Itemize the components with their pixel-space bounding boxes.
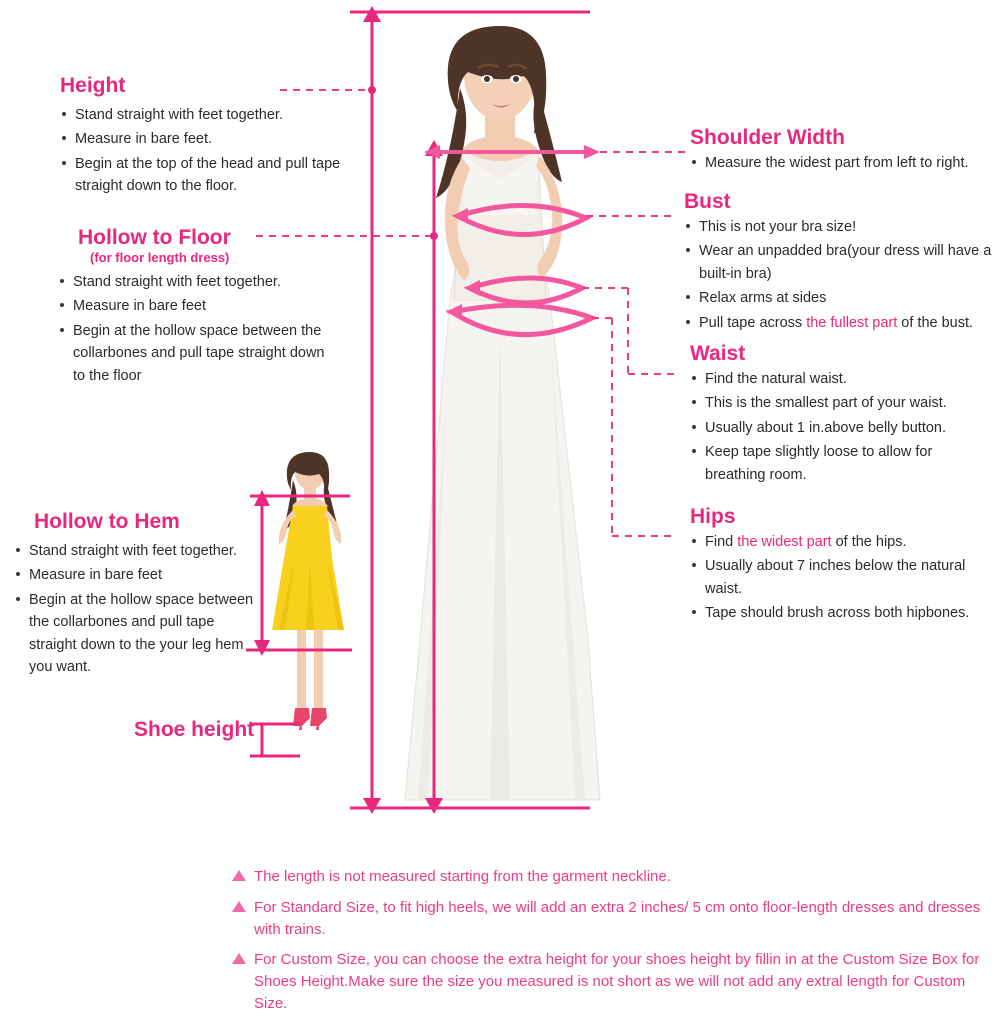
list-item: Begin at the hollow space between the collarbones and pull tape straight down to the floor: [58, 320, 340, 387]
section-hollow-to-floor-list: [40, 271, 340, 387]
section-shoulder-width-list: [690, 152, 995, 174]
list-item: Usually about 7 inches below the natural waist.: [690, 555, 990, 600]
section-shoulder-width: [690, 126, 995, 176]
section-height-list: [60, 104, 360, 198]
list-item: Measure in bare feet.: [60, 128, 360, 150]
section-height-heading: Height: [60, 74, 126, 97]
list-item: Stand straight with feet together.: [58, 271, 340, 293]
section-waist: [690, 342, 990, 488]
list-item: Tape should brush across both hipbones.: [690, 602, 990, 624]
section-bust-heading: Bust: [684, 190, 731, 213]
list-item: Stand straight with feet together.: [60, 104, 360, 126]
section-waist-list: [690, 368, 990, 486]
footer-notes: [232, 866, 992, 1024]
section-hollow-to-hem: [14, 510, 264, 681]
footer-note: For Standard Size, to fit high heels, we will add an extra 2 inches/ 5 cm onto floor-length dresses and dresses with trains.: [232, 897, 992, 941]
section-hollow-to-hem-heading: Hollow to Hem: [34, 510, 180, 533]
list-item: Wear an unpadded bra(your dress will have a built-in bra): [684, 240, 994, 285]
footer-note: For Custom Size, you can choose the extra height for your shoes height by fillin in at the Custom Size Box for Shoes Height.Make sure the size you measured is not short as we will not add any extral length for Custom Size.: [232, 949, 992, 1014]
section-hips-list: [690, 531, 990, 625]
section-height: [60, 74, 360, 200]
hips-highlight: the widest part: [737, 534, 832, 550]
footer-note: The length is not measured starting from the garment neckline.: [232, 866, 992, 888]
list-item: Begin at the top of the head and pull tape straight down to the floor.: [60, 153, 360, 198]
section-hips-heading: Hips: [690, 505, 736, 528]
list-item: This is the smallest part of your waist.: [690, 392, 990, 414]
list-item: Measure in bare feet: [58, 295, 340, 317]
section-hips: [690, 505, 990, 627]
list-item: Stand straight with feet together.: [14, 540, 264, 562]
list-item-hips-widest: Find the widest part of the hips.: [690, 531, 990, 553]
section-shoe-height-heading: Shoe height: [134, 718, 255, 741]
list-item: Keep tape slightly loose to allow for breathing room.: [690, 441, 990, 486]
section-hollow-to-floor-subheading: (for floor length dress): [90, 250, 230, 265]
list-item: Measure the widest part from left to right.: [690, 152, 995, 174]
section-hollow-to-floor-heading: Hollow to Floor: [78, 226, 231, 249]
list-item: Find the natural waist.: [690, 368, 990, 390]
section-shoulder-width-heading: Shoulder Width: [690, 126, 845, 149]
section-waist-heading: Waist: [690, 342, 746, 365]
list-item: Relax arms at sides: [684, 287, 994, 309]
section-bust-list: [684, 216, 994, 334]
list-item: Begin at the hollow space between the collarbones and pull tape straight down to the your leg hem you want.: [14, 589, 264, 679]
list-item-bust-fullest: Pull tape across the fullest part of the bust.: [684, 312, 994, 334]
list-item: This is not your bra size!: [684, 216, 994, 238]
section-hollow-to-floor: [40, 226, 340, 389]
section-bust: [684, 190, 994, 336]
section-shoe-height: [134, 718, 254, 742]
section-hollow-to-hem-list: [14, 540, 264, 679]
list-item: Usually about 1 in.above belly button.: [690, 417, 990, 439]
list-item: Measure in bare feet: [14, 564, 264, 586]
bust-highlight: the fullest part: [806, 314, 898, 331]
